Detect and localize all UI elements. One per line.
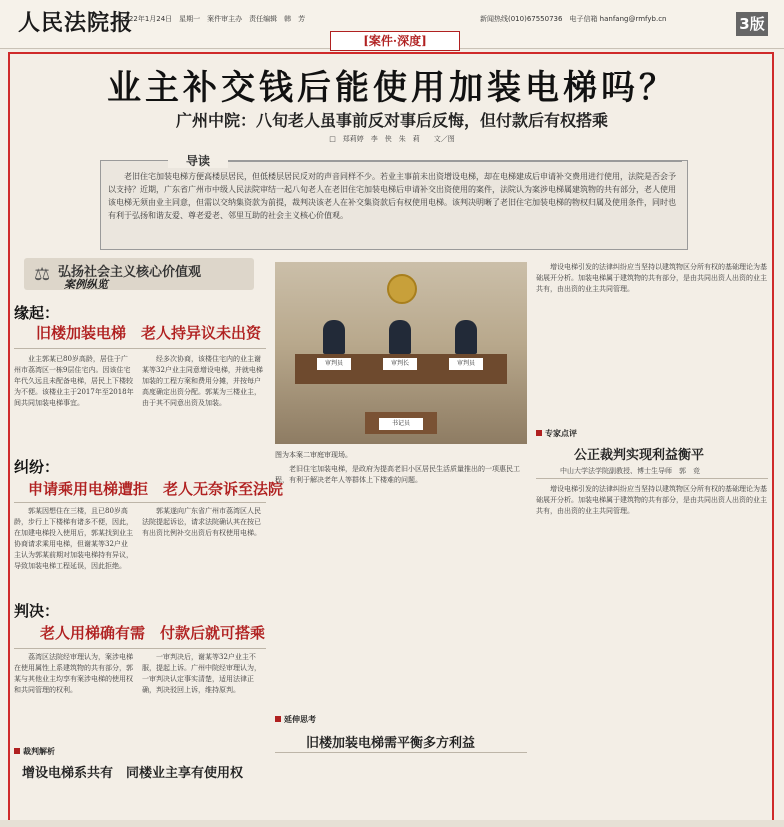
- tag-square-icon: [275, 716, 281, 722]
- tag-square-icon: [536, 430, 542, 436]
- banner-bottom-text: 案例纵览: [64, 278, 108, 291]
- expert-body-text: 增设电梯引发的法律纠纷应当坚持以建筑物区分所有权的基础理论为基础展开分析。加装电梯属于建筑物的共有部分，是由共同出资人出资的业主共有，由出资的业主共同管理。: [536, 485, 767, 515]
- section-title-origin: 旧楼加装电梯 老人持异议未出资: [36, 324, 262, 342]
- courtroom-photo: [275, 262, 527, 444]
- section-label-dispute: 纠纷：: [14, 458, 60, 476]
- section-text-ruling-a: 荔湾区法院经审理认为，案涉电梯在使用属性上系建筑物的共有部分，郭某与其他业主均享有案涉电梯的使用权和共同管理的权利。: [14, 653, 133, 694]
- guide-text: 老旧住宅加装电梯方便高楼层居民，但低楼层居民反对的声音同样不少。若业主事前未出资增设电梯，却在电梯建成后申请补交费用进行使用，法院是否会予以支持？近期，广东省广州市中级人民法院审结一起八旬老人在老旧住宅加装电梯后申请补交出资使用的案件，法院认为案涉电梯属建筑物的共有部分，老人使用该电梯无须由业主同意，但需以交纳集资款为前提，裁判决该老人在补交集资款后有权使用电梯。该判决明晰了老旧住宅加装电梯的物权归属及使用条件，同时也有利于弘扬和谐友爱、尊老爱老、邻里互助的社会主义核心价值观。: [108, 172, 676, 220]
- section-label-ruling: 判决：: [14, 602, 60, 620]
- expert-tag-label: 专家点评: [545, 429, 577, 438]
- byline: □ 郑莉婷 李 侠 朱 莉 文／图: [329, 135, 455, 143]
- expert-tag: [536, 428, 577, 439]
- divider: [14, 348, 266, 349]
- newspaper-logo: 人民法院报: [18, 10, 134, 36]
- nameplate: 审判员: [317, 358, 351, 370]
- extension-title: 旧楼加装电梯需平衡多方利益: [306, 736, 476, 751]
- section-title-ruling: 老人用梯确有需 付款后就可搭乘: [40, 624, 266, 642]
- divider: [14, 502, 266, 503]
- nameplate: 审判员: [449, 358, 483, 370]
- section-text-dispute-a: 郭某因想住在三楼，且已80岁高龄，步行上下楼梯有诸多不便，因此，在加建电梯投入使用后，郭某找到业主协商请求乘用电梯，但谢某等32户业主认为郭某前期对加装电梯持有异议，导致加装电梯工程延误，因此拒绝。: [14, 507, 133, 570]
- section-label-origin: 缘起：: [14, 304, 60, 322]
- guide-divider: [172, 161, 682, 162]
- right-body-text: 增设电梯引发的法律纠纷应当坚持以建筑物区分所有权的基础理论为基础展开分析。加装电梯属于建筑物的共有部分，是由共同出资人出资的业主共有，由出资的业主共同管理。: [536, 263, 767, 293]
- headline-title: 业主补交钱后能使用加装电梯吗？: [107, 68, 677, 108]
- bottom-tag: [14, 746, 55, 757]
- banner-top-text: 弘扬社会主义核心价值观: [58, 265, 202, 280]
- page-number-badge: 3版: [736, 12, 768, 36]
- tag-square-icon: [14, 748, 20, 754]
- headline-subtitle: 广州中院：八旬老人虽事前反对事后反悔，但付款后有权搭乘: [175, 111, 608, 130]
- extension-tag: [275, 714, 316, 725]
- judge-figure: [389, 320, 411, 354]
- photo-caption: 图为本案二审庭审现场。: [275, 451, 352, 459]
- scales-of-justice-icon: ⚖: [34, 264, 51, 285]
- issue-meta: 2022年1月24日 星期一 案件审主办 责任编辑 韩 芳: [120, 15, 306, 23]
- court-emblem-icon: [387, 274, 417, 304]
- extension-tag-label: 延伸思考: [284, 715, 316, 724]
- section-text-origin-b: 经多次协商，该楼住宅内的业主谢某等32户业主同意增设电梯，并就电梯加装的工程方案和费用分摊，并按每户高度确定出资分配。郭某为三楼业主，由于其不同意出资及加装。: [142, 355, 263, 407]
- guide-label: 导读: [168, 152, 228, 168]
- nameplate: 审判长: [383, 358, 417, 370]
- clerk-nameplate: 书记员: [379, 418, 423, 430]
- expert-title: 公正裁判实现利益衡平: [574, 448, 705, 463]
- section-text-ruling-b: 一审判决后，谢某等32户业主不服，提起上诉。广州中院经审理认为，一审判决认定事实清楚，适用法律正确，判决驳回上诉，维持原判。: [142, 653, 261, 694]
- bottom-tag-label: 裁判解析: [23, 747, 55, 756]
- expert-author: 中山大学法学院副教授、博士生导师 郭 竞: [560, 467, 700, 475]
- bottom-title: 增设电梯系共有 同楼业主享有使用权: [22, 766, 244, 781]
- divider: [536, 478, 768, 479]
- divider: [14, 648, 266, 649]
- judge-figure: [323, 320, 345, 354]
- divider: [275, 752, 527, 753]
- contact-meta: 新闻热线(010)67550736 电子信箱 hanfang@rmfyb.cn: [480, 15, 667, 23]
- section-text-dispute-b: 郭某遂向广东省广州市荔湾区人民法院提起诉讼，请求法院确认其在按已有出资比例补交出资后有权使用电梯。: [142, 507, 261, 537]
- page-footer: [0, 820, 784, 827]
- section-title-dispute: 申请乘用电梯遭拒 老人无奈诉至法院: [28, 480, 284, 498]
- section-text-origin-a: 业主郭某已80岁高龄，居住于广州市荔湾区一栋9层住宅内。因该住宅年代久远且未配备电梯，居民上下楼较为不便。该楼业主于2017年至2018年间共同加装电梯事宜。: [14, 355, 134, 407]
- judge-figure: [455, 320, 477, 354]
- middle-body-text: 老旧住宅加装电梯，是政府为提高老旧小区居民生活质量推出的一项惠民工程，有利于解决老年人等群体上下楼难的问题。: [275, 465, 520, 484]
- section-tag: [案件·深度]: [330, 31, 460, 51]
